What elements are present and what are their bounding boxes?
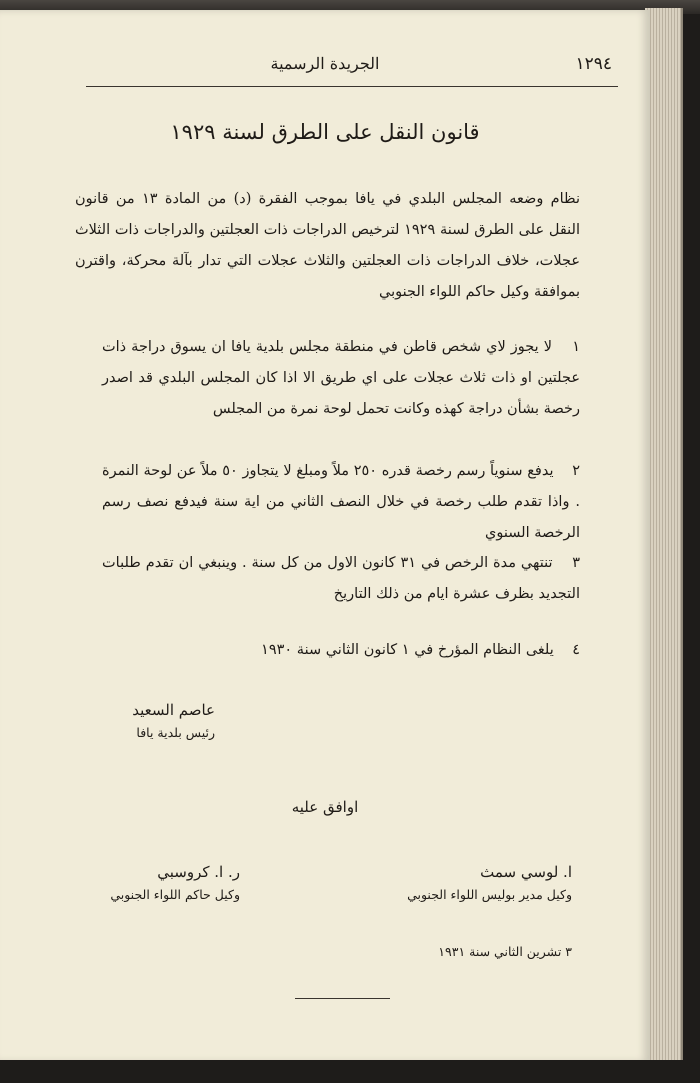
clause-number: ٤ bbox=[572, 642, 580, 658]
approved-label: اوافق عليه bbox=[291, 798, 359, 816]
clause-4 bbox=[102, 635, 580, 666]
signatory-name: عاصم السعيد bbox=[132, 701, 215, 719]
clause-1 bbox=[102, 332, 580, 425]
clause-number: ١ bbox=[572, 339, 580, 355]
clause-number: ٣ bbox=[572, 555, 581, 571]
document-date: ٣ تشرين الثاني سنة ١٩٣١ bbox=[438, 944, 572, 959]
approver-governor bbox=[50, 860, 240, 906]
clause-3 bbox=[102, 548, 580, 610]
signatory-block bbox=[75, 698, 215, 744]
clause-number: ٢ bbox=[572, 463, 580, 479]
clause-text: يلغى النظام المؤرخ في ١ كانون الثاني سنة ١٩٣٠ bbox=[261, 642, 554, 658]
clause-2 bbox=[102, 456, 580, 549]
clause-text: تنتهي مدة الرخص في ٣١ كانون الاول من كل سنة . وينبغي ان تقدم طلبات التجديد بظرف عشرة ايام من ذلك التاريخ bbox=[102, 555, 580, 602]
page-number: ١٢٩٤ bbox=[575, 54, 612, 74]
clause-text: يدفع سنوياً رسم رخصة قدره ٢٥٠ ملاً ومبلغ لا يتجاوز ٥٠ ملاً عن لوحة النمرة . واذا تقدم طلب رخصة في خلال النصف الثاني من اية سنة فيدفع نصف رسم الرخصة السنوي bbox=[102, 463, 580, 541]
signatory-title: رئيس بلدية يافا bbox=[136, 725, 215, 740]
clause-text: لا يجوز لاي شخص قاطن في منطقة مجلس بلدية يافا ان يسوق دراجة ذات عجلتين او ذات ثلاث عجلات على اي طريق الا اذا كان المجلس البلدي قد اصدر رخصة بشأن دراجة كهذه وكانت تحمل لوحة نمرة من المجلس bbox=[102, 339, 580, 417]
book-bottom-edge bbox=[0, 1060, 700, 1083]
approver-title: وكيل مدير بوليس اللواء الجنوبي bbox=[407, 887, 572, 902]
law-title: قانون النقل على الطرق لسنة ١٩٢٩ bbox=[170, 120, 480, 144]
approver-title: وكيل حاكم اللواء الجنوبي bbox=[110, 887, 240, 902]
intro-paragraph: نظام وضعه المجلس البلدي في يافا بموجب الفقرة (د) من المادة ١٣ من قانون النقل على الطرق لسنة ١٩٢٩ لترخيص الدراجات ذات العجلتين والدراجات ذات الثلاث عجلات، خلاف الدراجات ذات العجلتين والثلاث عجلات التي تدار بآلة محركة، واقترن بموافقة وكيل حاكم اللواء الجنوبي bbox=[75, 191, 580, 300]
approver-name: ا. لوسي سمث bbox=[480, 863, 572, 881]
header-rule bbox=[86, 86, 618, 87]
journal-title: الجريدة الرسمية bbox=[270, 54, 380, 73]
page-edges bbox=[645, 8, 683, 1063]
approver-police bbox=[362, 860, 572, 906]
closing-rule bbox=[295, 998, 390, 999]
approver-name: ر. ا. كروسبي bbox=[157, 863, 240, 881]
gazette-page bbox=[0, 10, 650, 1062]
